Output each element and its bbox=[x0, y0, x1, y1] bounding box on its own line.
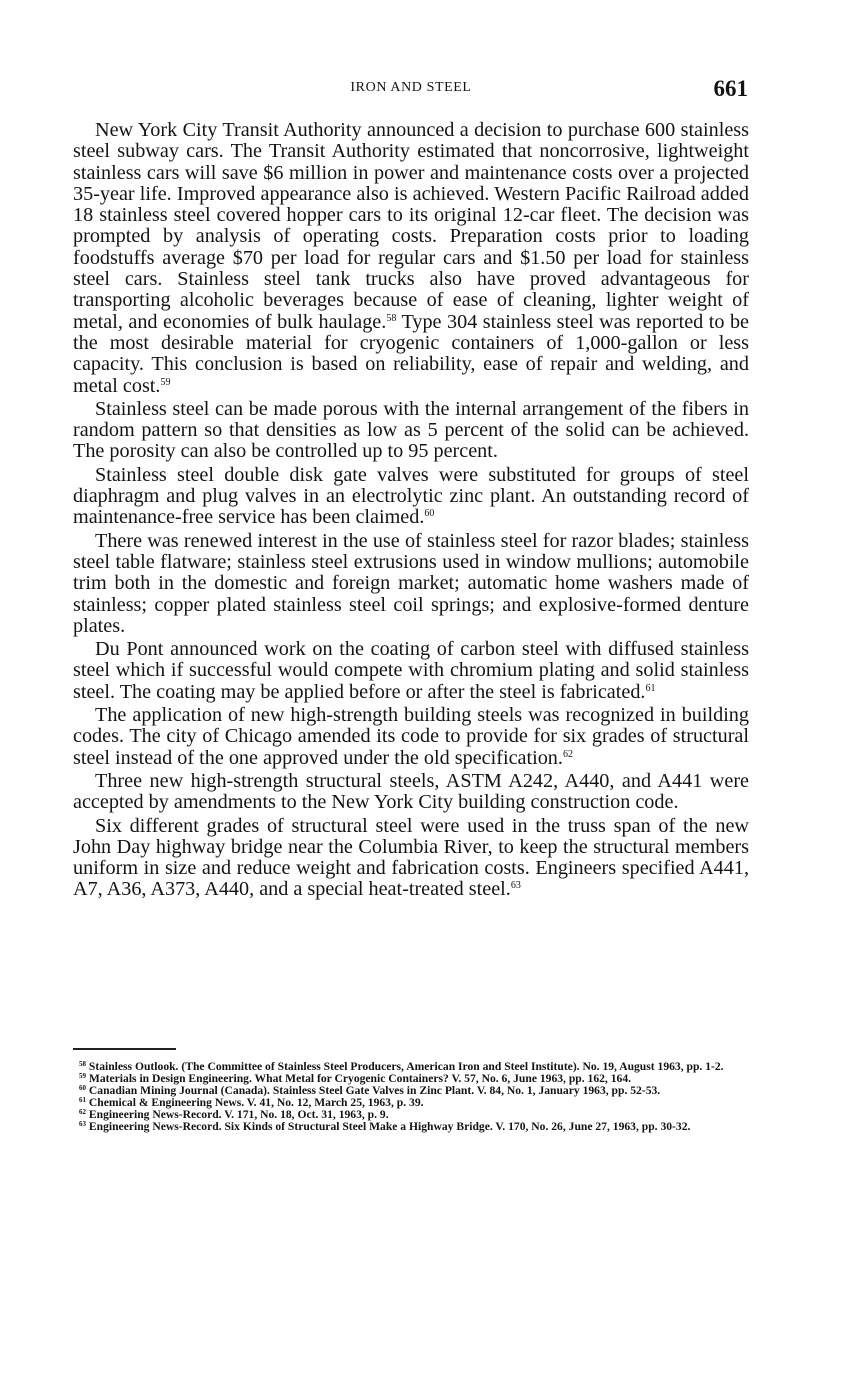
paragraph-text: Type 304 stainless steel was reported to be the most desirable material for cryogenic containers of 1,000-gallon or less capacity. This conclusion is based on reliability, ease of repair and welding, and metal cost. bbox=[73, 310, 750, 397]
footnote-text: Stainless Outlook. (The Committee of Stainless Steel Producers, American Iron and Steel Institute). No. 19, August 1963, pp. 1-2. bbox=[88, 1060, 724, 1073]
running-head: IRON AND STEEL bbox=[350, 80, 472, 95]
paragraph-text: New York City Transit Authority announced a decision to purchase 600 stainless steel subway cars. The Transit Authority estimated that noncorrosive, lightweight stainless cars will save $6 million in power and maintenance costs over a projected 35-year life. Improved appearance also is achieved. Western Pacific Railroad added 18 stainless steel covered hopper cars to its original 12-car fleet. The decision was prompted by analysis of operating costs. Preparation costs prior to loading foodstuffs average $70 per load for regular cars and $1.50 per load for stainless steel cars. Stainless steel tank trucks also have proved advantageous for transporting alcoholic beverages because of ease of cleaning, lighter weight of metal, and economies of bulk haulage. bbox=[73, 119, 749, 333]
footnote-ref: 61 bbox=[645, 682, 656, 694]
footnote-number: 58 bbox=[79, 1060, 86, 1068]
footnote-number: 60 bbox=[79, 1083, 86, 1092]
footnote-63 bbox=[71, 1121, 750, 1133]
paragraph-text: There was renewed interest in the use of stainless steel for razor blades; stainless steel table flatware; stainless steel extrusions used in window mullions; automobile trim both in the domestic and foreign market; automatic home washers made of stainless; copper plated stainless steel coil springs; and explosive-formed denture plates. bbox=[73, 529, 749, 637]
page-number: 661 bbox=[713, 76, 748, 101]
paragraph-astm-steels bbox=[73, 771, 749, 814]
footnote-ref: 59 bbox=[160, 376, 171, 388]
footnote-number: 59 bbox=[79, 1071, 86, 1080]
body-text bbox=[73, 120, 749, 903]
footnote-number: 62 bbox=[79, 1107, 86, 1116]
footnote-ref: 62 bbox=[562, 748, 573, 760]
footnote-text: Engineering News-Record. V. 171, No. 18, Oct. 31, 1963, p. 9. bbox=[88, 1107, 389, 1121]
footnote-ref: 63 bbox=[510, 880, 521, 892]
footnote-text: Engineering News-Record. Six Kinds of Structural Steel Make a Highway Bridge. V. 170, No. 26, June 27, 1963, pp. 30-32. bbox=[88, 1119, 691, 1133]
paragraph-text: Six different grades of structural steel were used in the truss span of the new John Day highway bridge near the Columbia River, to keep the structural members uniform in size and reduce weight and fabrication costs. Engineers specified A441, A7, A36, A373, A440, and a special heat-treated steel. bbox=[73, 814, 749, 901]
footnote-number: 63 bbox=[79, 1119, 86, 1128]
footnote-text: Chemical & Engineering News. V. 41, No. 12, March 25, 1963, p. 39. bbox=[88, 1095, 424, 1109]
paragraph-du-pont bbox=[73, 639, 749, 703]
paragraph-text: Stainless steel can be made porous with the internal arrangement of the fibers in random pattern so that densities as low as 5 percent of the solid can be achieved. The porosity can also be controlled up to 95 percent. bbox=[73, 397, 749, 463]
footnote-ref: 60 bbox=[424, 508, 435, 520]
paragraph-transit-authority bbox=[73, 120, 749, 397]
paragraph-renewed-interest bbox=[73, 531, 749, 637]
paragraph-text: Stainless steel double disk gate valves were substituted for groups of steel diaphragm and plug valves in an electrolytic zinc plant. An outstanding record of maintenance-free service has been claimed. bbox=[73, 463, 749, 529]
paragraph-porous-steel bbox=[73, 399, 749, 463]
paragraph-gate-valves bbox=[73, 465, 749, 529]
footnote-divider bbox=[73, 1048, 176, 1050]
footnote-text: Canadian Mining Journal (Canada). Stainless Steel Gate Valves in Zinc Plant. V. 84, No. 1, January 1963, pp. 52-53. bbox=[88, 1083, 661, 1097]
paragraph-building-codes bbox=[73, 705, 749, 769]
footnote-ref: 58 bbox=[386, 312, 397, 324]
paragraph-text: The application of new high-strength building steels was recognized in building codes. The city of Chicago amended its code to provide for six grades of structural steel instead of the one approved under the old specification. bbox=[73, 704, 749, 769]
footnotes bbox=[71, 1061, 750, 1132]
paragraph-text: Du Pont announced work on the coating of carbon steel with diffused stainless steel which if successful would compete with chromium plating and solid stainless steel. The coating may be applied before or after the steel is fabricated. bbox=[73, 638, 749, 703]
paragraph-text: Three new high-strength structural steels, ASTM A242, A440, and A441 were accepted by amendments to the New York City building construction code. bbox=[73, 769, 749, 814]
footnote-text: Materials in Design Engineering. What Metal for Cryogenic Containers? V. 57, No. 6, June 1963, pp. 162, 164. bbox=[88, 1071, 632, 1085]
footnote-number: 61 bbox=[79, 1095, 86, 1104]
paragraph-john-day-bridge bbox=[73, 816, 749, 901]
page-header bbox=[72, 76, 750, 104]
